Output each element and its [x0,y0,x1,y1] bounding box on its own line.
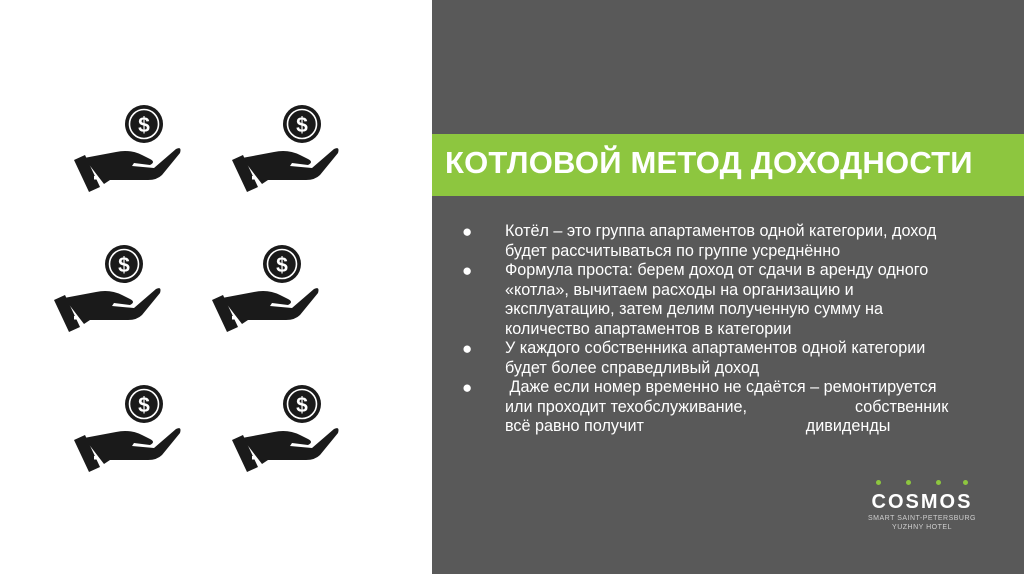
bullet-line: будет более справедливый доход [505,358,760,377]
logo-subtitle: SMART SAINT-PETERSBURG [868,515,976,522]
logo-brand: COSMOS [871,491,973,513]
money-hand-icon [230,382,340,472]
money-hand-icon [52,242,162,332]
bullet-icon: ● [462,222,473,241]
bullet-item [462,222,1002,261]
bullet-icon: ● [462,378,473,397]
money-hand-icon [72,382,182,472]
money-hand-icon [72,102,182,192]
bullet-line: всё равно получит дивиденды [505,417,891,435]
bullet-icon: ● [462,339,473,358]
bullet-line: количество апартаментов в категории [505,319,792,338]
bullet-line: Котёл – это группа апартаментов одной категории, доход [505,222,937,240]
bullet-line: Формула проста: берем доход от сдачи в аренду одного [505,261,929,279]
bullet-item [462,378,1002,437]
bullet-list [462,222,1002,437]
bullet-icon: ● [462,261,473,280]
money-hand-icon [210,242,320,332]
bullet-line: «котла», вычитаем расходы на организацию и [505,280,854,299]
cosmos-logo [862,480,982,532]
bullet-line: или проходит техобслуживание, собственник [505,397,949,416]
bullet-line: будет рассчитываться по группе усреднённо [505,241,841,260]
money-hand-icon [230,102,340,192]
bullet-item [462,339,1002,378]
bullet-item [462,261,1002,339]
bullet-line: У каждого собственника апартаментов одной категории [505,339,926,357]
logo-dots [862,480,982,490]
slide-title: КОТЛОВОЙ МЕТОД ДОХОДНОСТИ [445,145,973,180]
bullet-line: Даже если номер временно не сдаётся – ремонтируется [505,378,937,396]
bullet-line: эксплуатацию, затем делим полученную сумму на [505,300,884,318]
logo-subtitle: YUZHNY HOTEL [892,524,952,531]
